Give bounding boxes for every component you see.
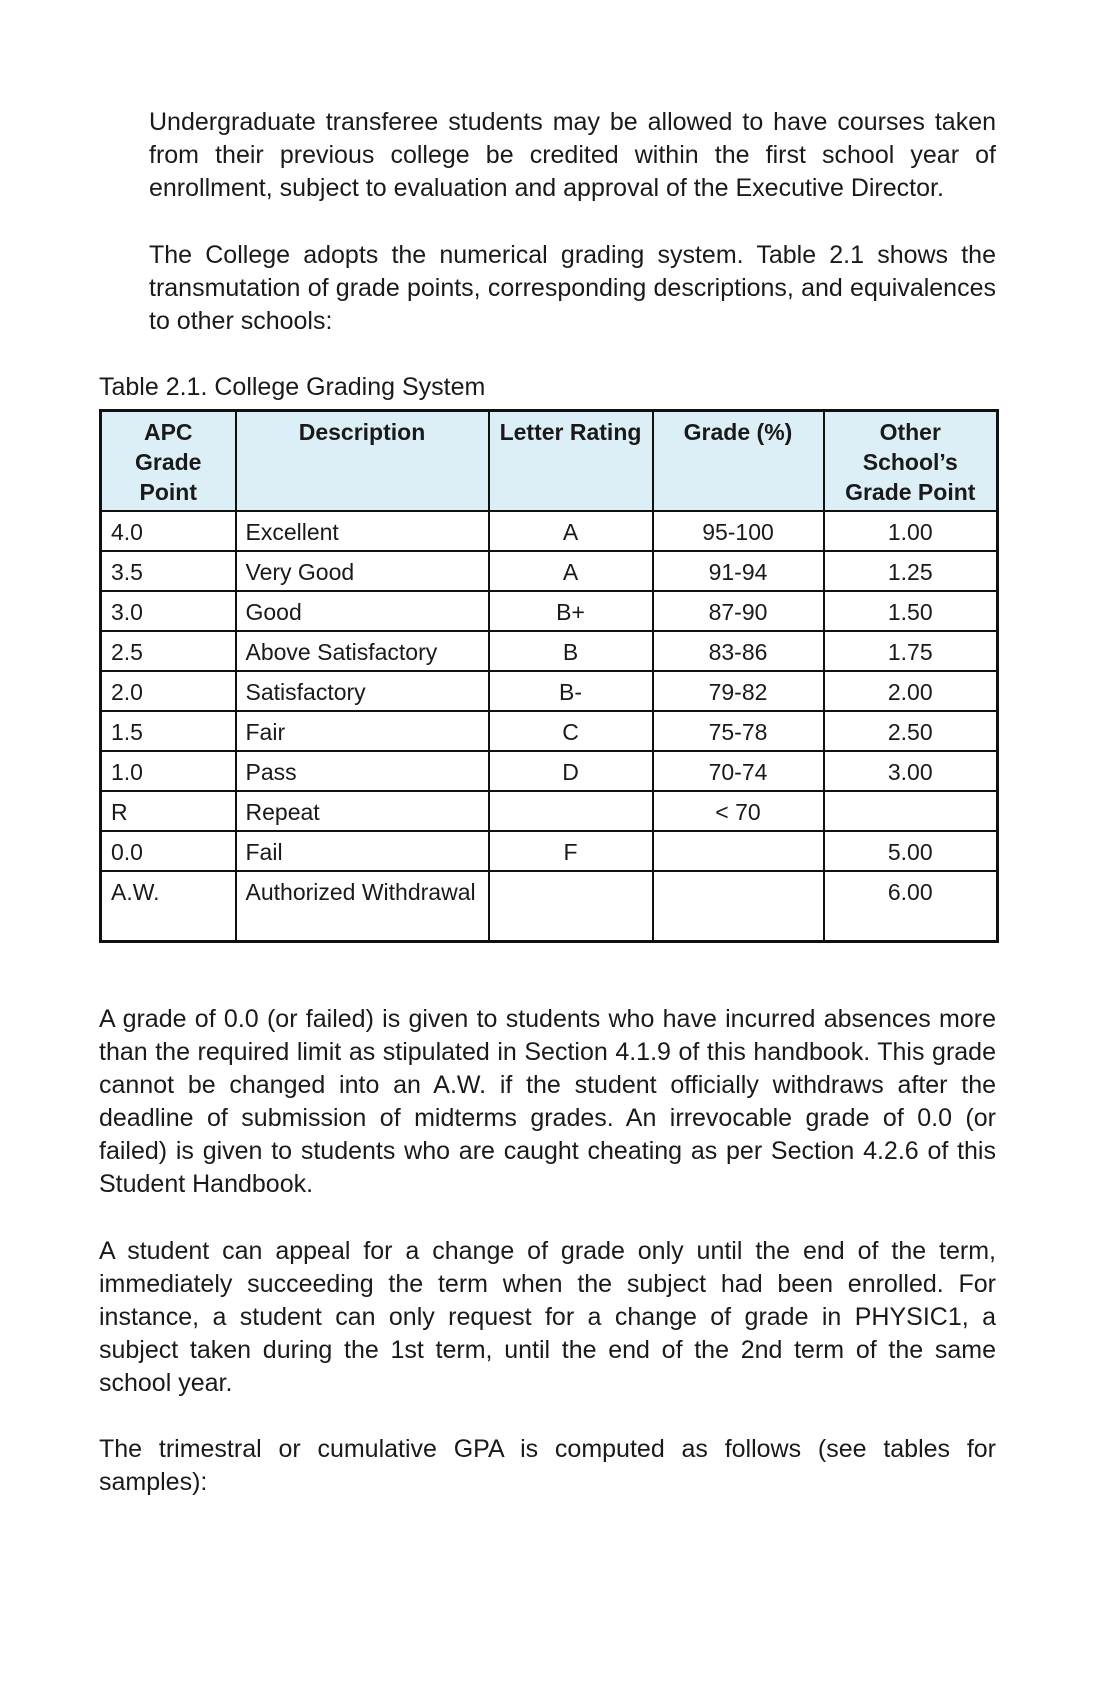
- cell-apc-grade-point: 4.0: [101, 511, 236, 551]
- cell-letter-rating: C: [489, 711, 653, 751]
- cell-letter-rating: B+: [489, 591, 653, 631]
- cell-other-school-grade-point: 1.00: [824, 511, 998, 551]
- cell-description: Fair: [236, 711, 489, 751]
- gpa-paragraph: The trimestral or cumulative GPA is computed as follows (see tables for samples):: [99, 1435, 996, 1496]
- table-row: [101, 511, 998, 551]
- cell-grade-percent: 70-74: [653, 751, 824, 791]
- cell-other-school-grade-point: 3.00: [824, 751, 998, 791]
- cell-apc-grade-point: 3.0: [101, 591, 236, 631]
- cell-description: Satisfactory: [236, 671, 489, 711]
- cell-apc-grade-point: 3.5: [101, 551, 236, 591]
- cell-apc-grade-point: 0.0: [101, 831, 236, 871]
- cell-other-school-grade-point: 5.00: [824, 831, 998, 871]
- table-row: [101, 831, 998, 871]
- transferee-paragraph: Undergraduate transferee students may be allowed to have courses taken from their previous college be credited within the first school year of enrollment, subject to evaluation and approval of the Executive Director.: [149, 108, 996, 202]
- cell-grade-percent: 87-90: [653, 591, 824, 631]
- cell-description: Very Good: [236, 551, 489, 591]
- cell-apc-grade-point: 2.5: [101, 631, 236, 671]
- cell-description: Pass: [236, 751, 489, 791]
- cell-description: Good: [236, 591, 489, 631]
- cell-letter-rating: F: [489, 831, 653, 871]
- appeal-paragraph: A student can appeal for a change of grade only until the end of the term, immediately succeeding the term when the subject had been enrolled. For instance, a student can only request for a change of grade in PHYSIC1, a subject taken during the 1st term, until the end of the 2nd term of the same school year.: [99, 1237, 996, 1397]
- cell-other-school-grade-point: 2.50: [824, 711, 998, 751]
- cell-letter-rating: A: [489, 551, 653, 591]
- cell-description: Above Satisfactory: [236, 631, 489, 671]
- header-grade-percent: Grade (%): [653, 411, 824, 512]
- grading-intro-paragraph: The College adopts the numerical grading system. Table 2.1 shows the transmutation of grade points, corresponding descriptions, and equivalences to other schools:: [149, 241, 996, 335]
- cell-grade-percent: [653, 871, 824, 941]
- failed-grade-paragraph: A grade of 0.0 (or failed) is given to students who have incurred absences more than the required limit as stipulated in Section 4.1.9 of this handbook. This grade cannot be changed into an A.W. if the student officially withdraws after the deadline of submission of midterms grades. An irrevocable grade of 0.0 (or failed) is given to students who are caught cheating as per Section 4.2.6 of this Student Handbook.: [99, 1005, 996, 1198]
- cell-letter-rating: B: [489, 631, 653, 671]
- cell-apc-grade-point: 2.0: [101, 671, 236, 711]
- cell-letter-rating: [489, 791, 653, 831]
- table-header-row: [101, 411, 998, 512]
- cell-other-school-grade-point: 1.50: [824, 591, 998, 631]
- cell-letter-rating: D: [489, 751, 653, 791]
- cell-letter-rating: [489, 871, 653, 941]
- cell-letter-rating: B-: [489, 671, 653, 711]
- table-row: [101, 671, 998, 711]
- cell-apc-grade-point: R: [101, 791, 236, 831]
- table-row: [101, 751, 998, 791]
- cell-apc-grade-point: 1.5: [101, 711, 236, 751]
- cell-grade-percent: 79-82: [653, 671, 824, 711]
- cell-other-school-grade-point: 2.00: [824, 671, 998, 711]
- header-description: Description: [236, 411, 489, 512]
- cell-grade-percent: 95-100: [653, 511, 824, 551]
- cell-description: Fail: [236, 831, 489, 871]
- cell-other-school-grade-point: 1.75: [824, 631, 998, 671]
- cell-description: Excellent: [236, 511, 489, 551]
- cell-grade-percent: 83-86: [653, 631, 824, 671]
- table-row: [101, 871, 998, 941]
- header-other-school-grade-point: Other School’s Grade Point: [824, 411, 998, 512]
- cell-letter-rating: A: [489, 511, 653, 551]
- cell-apc-grade-point: 1.0: [101, 751, 236, 791]
- grading-table: [99, 409, 999, 943]
- cell-other-school-grade-point: 1.25: [824, 551, 998, 591]
- table-caption: Table 2.1. College Grading System: [99, 373, 486, 401]
- table-row: [101, 591, 998, 631]
- header-letter-rating: Letter Rating: [489, 411, 653, 512]
- table-row: [101, 551, 998, 591]
- cell-grade-percent: 75-78: [653, 711, 824, 751]
- table-row: [101, 711, 998, 751]
- cell-other-school-grade-point: 6.00: [824, 871, 998, 941]
- cell-grade-percent: 91-94: [653, 551, 824, 591]
- table-row: [101, 791, 998, 831]
- cell-apc-grade-point: A.W.: [101, 871, 236, 941]
- cell-grade-percent: < 70: [653, 791, 824, 831]
- header-apc-grade-point: APC Grade Point: [101, 411, 236, 512]
- cell-description: Authorized Withdrawal: [236, 871, 489, 941]
- cell-grade-percent: [653, 831, 824, 871]
- cell-other-school-grade-point: [824, 791, 998, 831]
- table-row: [101, 631, 998, 671]
- grading-table-body: [101, 511, 998, 941]
- cell-description: Repeat: [236, 791, 489, 831]
